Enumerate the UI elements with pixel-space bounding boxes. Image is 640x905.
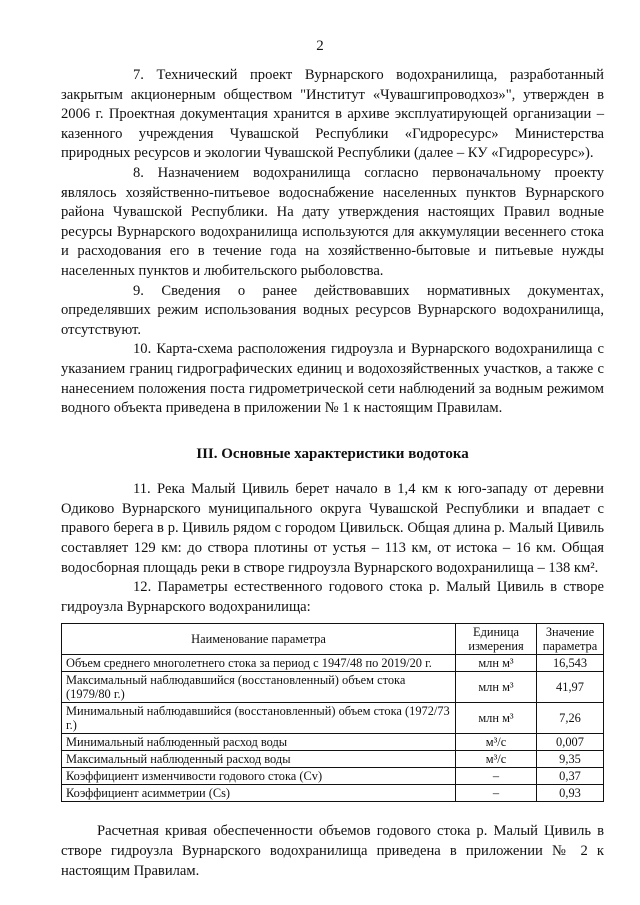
item-number: 11. <box>133 481 151 498</box>
paragraph-10 <box>61 340 604 418</box>
parameter-name: Коэффициент изменчивости годового стока (Cv) <box>62 768 456 785</box>
parameter-unit: млн м³ <box>456 655 537 672</box>
item-number: 12. <box>133 579 152 596</box>
parameter-name: Максимальный наблюдавшийся (восстановленный) объем стока (1979/80 г.) <box>62 672 456 703</box>
parameter-value: 0,93 <box>537 785 604 802</box>
table-header-row <box>62 624 604 655</box>
header-unit: Единица измерения <box>456 624 537 655</box>
table-row <box>62 751 604 768</box>
parameter-value: 16,543 <box>537 655 604 672</box>
item-number: 10. <box>133 341 152 358</box>
parameter-value: 41,97 <box>537 672 604 703</box>
paragraph-text: Карта-схема расположения гидроузла и Вурнарского водохранилища с указанием границ гидрографических единиц и водохозяйственных участков, а также с нанесением положения поста гидрометрической сети наблюдений за водным режимом водного объекта приведена в приложении № 1 к настоящим Правилам. <box>61 341 605 417</box>
runoff-parameters-table <box>61 623 604 802</box>
parameter-value: 9,35 <box>537 751 604 768</box>
final-paragraph: Расчетная кривая обеспеченности объемов годового стока р. Малый Цивиль в створе гидроузла Вурнарского водохранилища приведена в приложении № 2 к настоящим Правилам. <box>61 823 604 879</box>
parameter-unit: м³/с <box>456 751 537 768</box>
parameter-value: 7,26 <box>537 703 604 734</box>
paragraph-text: Река Малый Цивиль берет начало в 1,4 км к юго-западу от деревни Одиково Вурнарского муниципального округа Чувашской Республики и впадает с правого берега в р. Цивиль рядом с городом Цивильск. Общая длина р. Малый Цивиль составляет 129 км: до створа плотины от устья – 113 км, от истока – 16 км. Общая водосборная площадь реки в створе гидроузла Вурнарского водохранилища – 138 км². <box>61 481 604 576</box>
paragraph-8 <box>61 164 604 282</box>
parameter-unit: – <box>456 768 537 785</box>
paragraph-7 <box>61 66 604 164</box>
table-row <box>62 703 604 734</box>
paragraph-12 <box>61 578 604 617</box>
document-body <box>61 66 604 881</box>
parameter-value: 0,007 <box>537 734 604 751</box>
header-parameter-name: Наименование параметра <box>62 624 456 655</box>
item-number: 8. <box>133 164 144 181</box>
parameter-unit: м³/с <box>456 734 537 751</box>
table-row <box>62 655 604 672</box>
item-number: 9. <box>133 282 144 299</box>
page-number: 2 <box>316 38 324 54</box>
parameter-unit: – <box>456 785 537 802</box>
item-number: 7. <box>133 67 144 83</box>
parameter-name: Минимальный наблюденный расход воды <box>62 734 456 751</box>
header-value: Значение параметра <box>537 624 604 655</box>
paragraph-text: Параметры естественного годового стока р. Малый Цивиль в створе гидроузла Вурнарского водохранилища: <box>61 579 604 615</box>
parameter-name: Максимальный наблюденный расход воды <box>62 751 456 768</box>
section-title: III. Основные характеристики водотока <box>196 445 469 462</box>
table-row <box>62 768 604 785</box>
paragraph-text: Назначением водохранилища согласно первоначальному проекту являлось хозяйственно-питьевое водоснабжение населенных пунктов Вурнарского района Чувашской Республики. На дату утверждения настоящих Правил водные ресурсы Вурнарского водохранилища используются для аккумуляции весеннего стока и расходования его в течение года на хозяйственно-бытовые и питьевые нужды населенных пунктов и любительского рыболовства. <box>61 164 604 279</box>
paragraph-text: Сведения о ранее действовавших нормативных документах, определявших режим использования водных ресурсов Вурнарского водохранилища, отсутствуют. <box>61 282 604 338</box>
table-row <box>62 672 604 703</box>
table-row <box>62 734 604 751</box>
parameter-value: 0,37 <box>537 768 604 785</box>
paragraph-11 <box>61 480 604 578</box>
paragraph-9 <box>61 282 604 341</box>
parameter-unit: млн м³ <box>456 703 537 734</box>
paragraph-text: Технический проект Вурнарского водохранилища, разработанный закрытым акционерным обществом "Институт «Чувашгипроводхоз»", утвержден в 2006 г. Проектная документация хранится в архиве эксплуатирующей организации – казенного учреждения Чувашской Республики «Гидроресурс» Министерства природных ресурсов и экологии Чувашской Республики (далее – КУ «Гидроресурс»). <box>61 67 604 162</box>
parameter-name: Минимальный наблюдавшийся (восстановленный) объем стока (1972/73 г.) <box>62 703 456 734</box>
parameter-name: Объем среднего многолетнего стока за период с 1947/48 по 2019/20 г. <box>62 655 456 672</box>
parameter-name: Коэффициент асимметрии (Cs) <box>62 785 456 802</box>
table-row <box>62 785 604 802</box>
parameter-unit: млн м³ <box>456 672 537 703</box>
